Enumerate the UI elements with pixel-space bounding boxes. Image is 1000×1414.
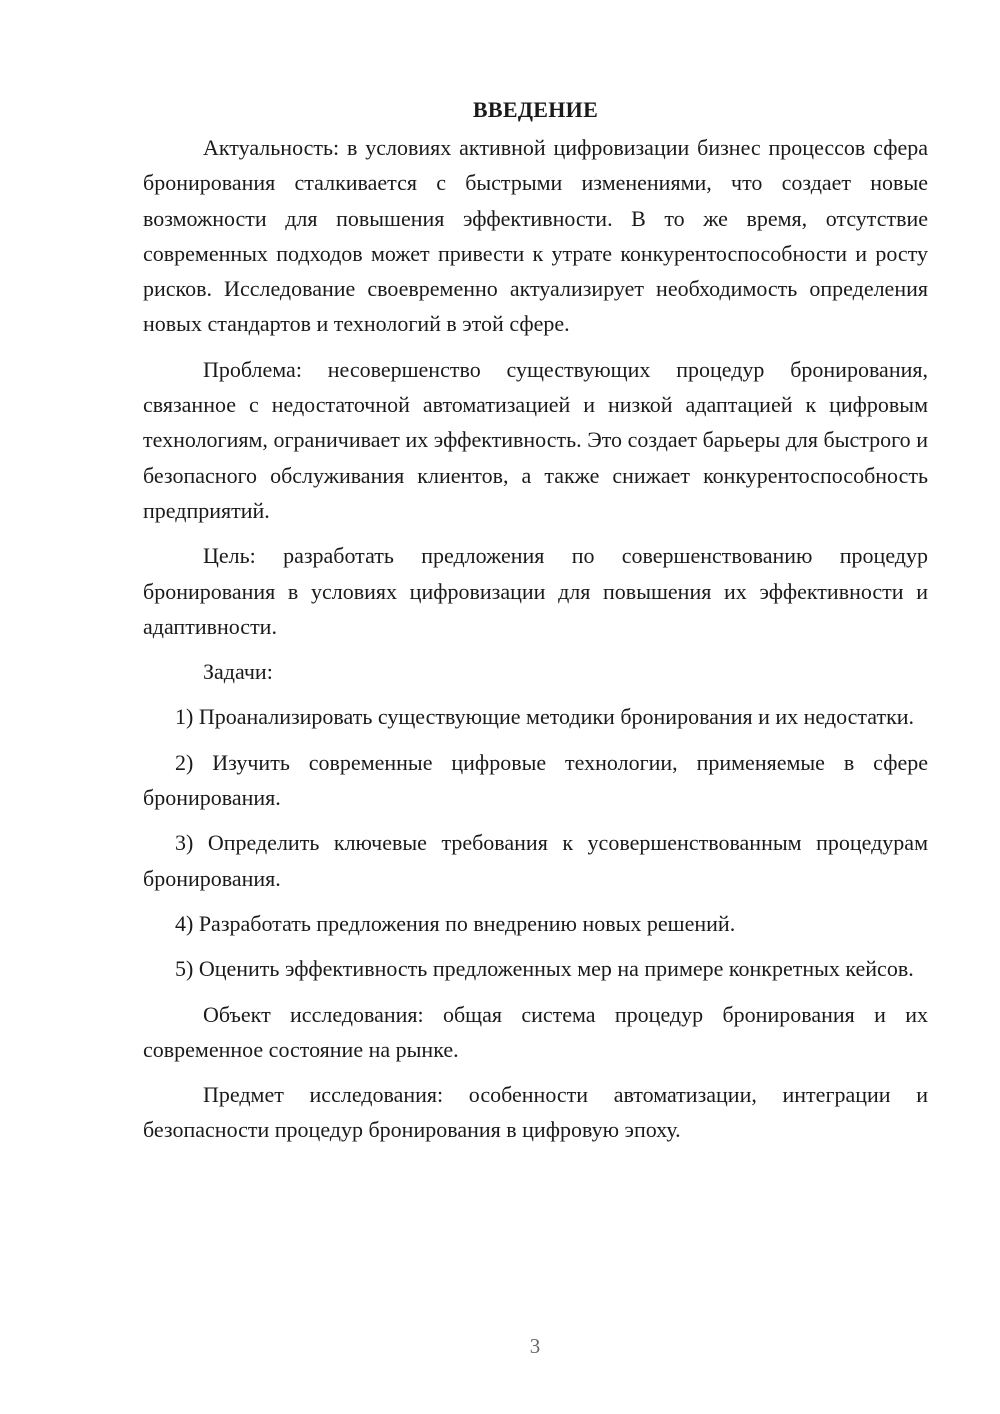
paragraph-goal: Цель: разработать предложения по совершенствованию процедур бронирования в условиях цифровизации для повышения их эффективности и адаптивности.	[143, 543, 928, 639]
page-number: 3	[529, 1334, 541, 1358]
section-title: ВВЕДЕНИЕ	[472, 97, 599, 122]
task-item: 4) Разработать предложения по внедрению новых решений.	[175, 910, 736, 936]
task-item: 1) Проанализировать существующие методики бронирования и их недостатки.	[175, 704, 915, 730]
task-item: 5) Оценить эффективность предложенных мер на примере конкретных кейсов.	[175, 956, 914, 982]
paragraph-problem: Проблема: несовершенство существующих процедур бронирования, связанное с недостаточной автоматизацией и низкой адаптацией к цифровым технологиям, ограничивает их эффективность. Это создает барьеры для быстрого и безопасного обслуживания клиентов, а также снижает конкурентоспособность предприятий.	[143, 356, 928, 523]
task-item: 3) Определить ключевые требования к усовершенствованным процедурам бронирования.	[143, 830, 928, 891]
task-item: 2) Изучить современные цифровые технологии, применяемые в сфере бронирования.	[143, 749, 928, 811]
document-page	[143, 92, 928, 1158]
paragraph-object: Объект исследования: общая система процедур бронирования и их современное состояние на рынке.	[143, 1001, 928, 1062]
paragraph-tasks-heading: Задачи:	[203, 659, 273, 685]
paragraph-subject: Предмет исследования: особенности автоматизации, интеграции и безопасности процедур бронирования в цифровую эпоху.	[143, 1082, 928, 1143]
paragraph-relevance: Актуальность: в условиях активной цифровизации бизнес процессов сфера бронирования сталкивается с быстрыми изменениями, что создает новые возможности для повышения эффективности. В то же время, отсутствие современных подходов может привести к утрате конкурентоспособности и росту рисков. Исследование своевременно актуализирует необходимость определения новых стандартов и технологий в этой сфере.	[143, 135, 928, 337]
